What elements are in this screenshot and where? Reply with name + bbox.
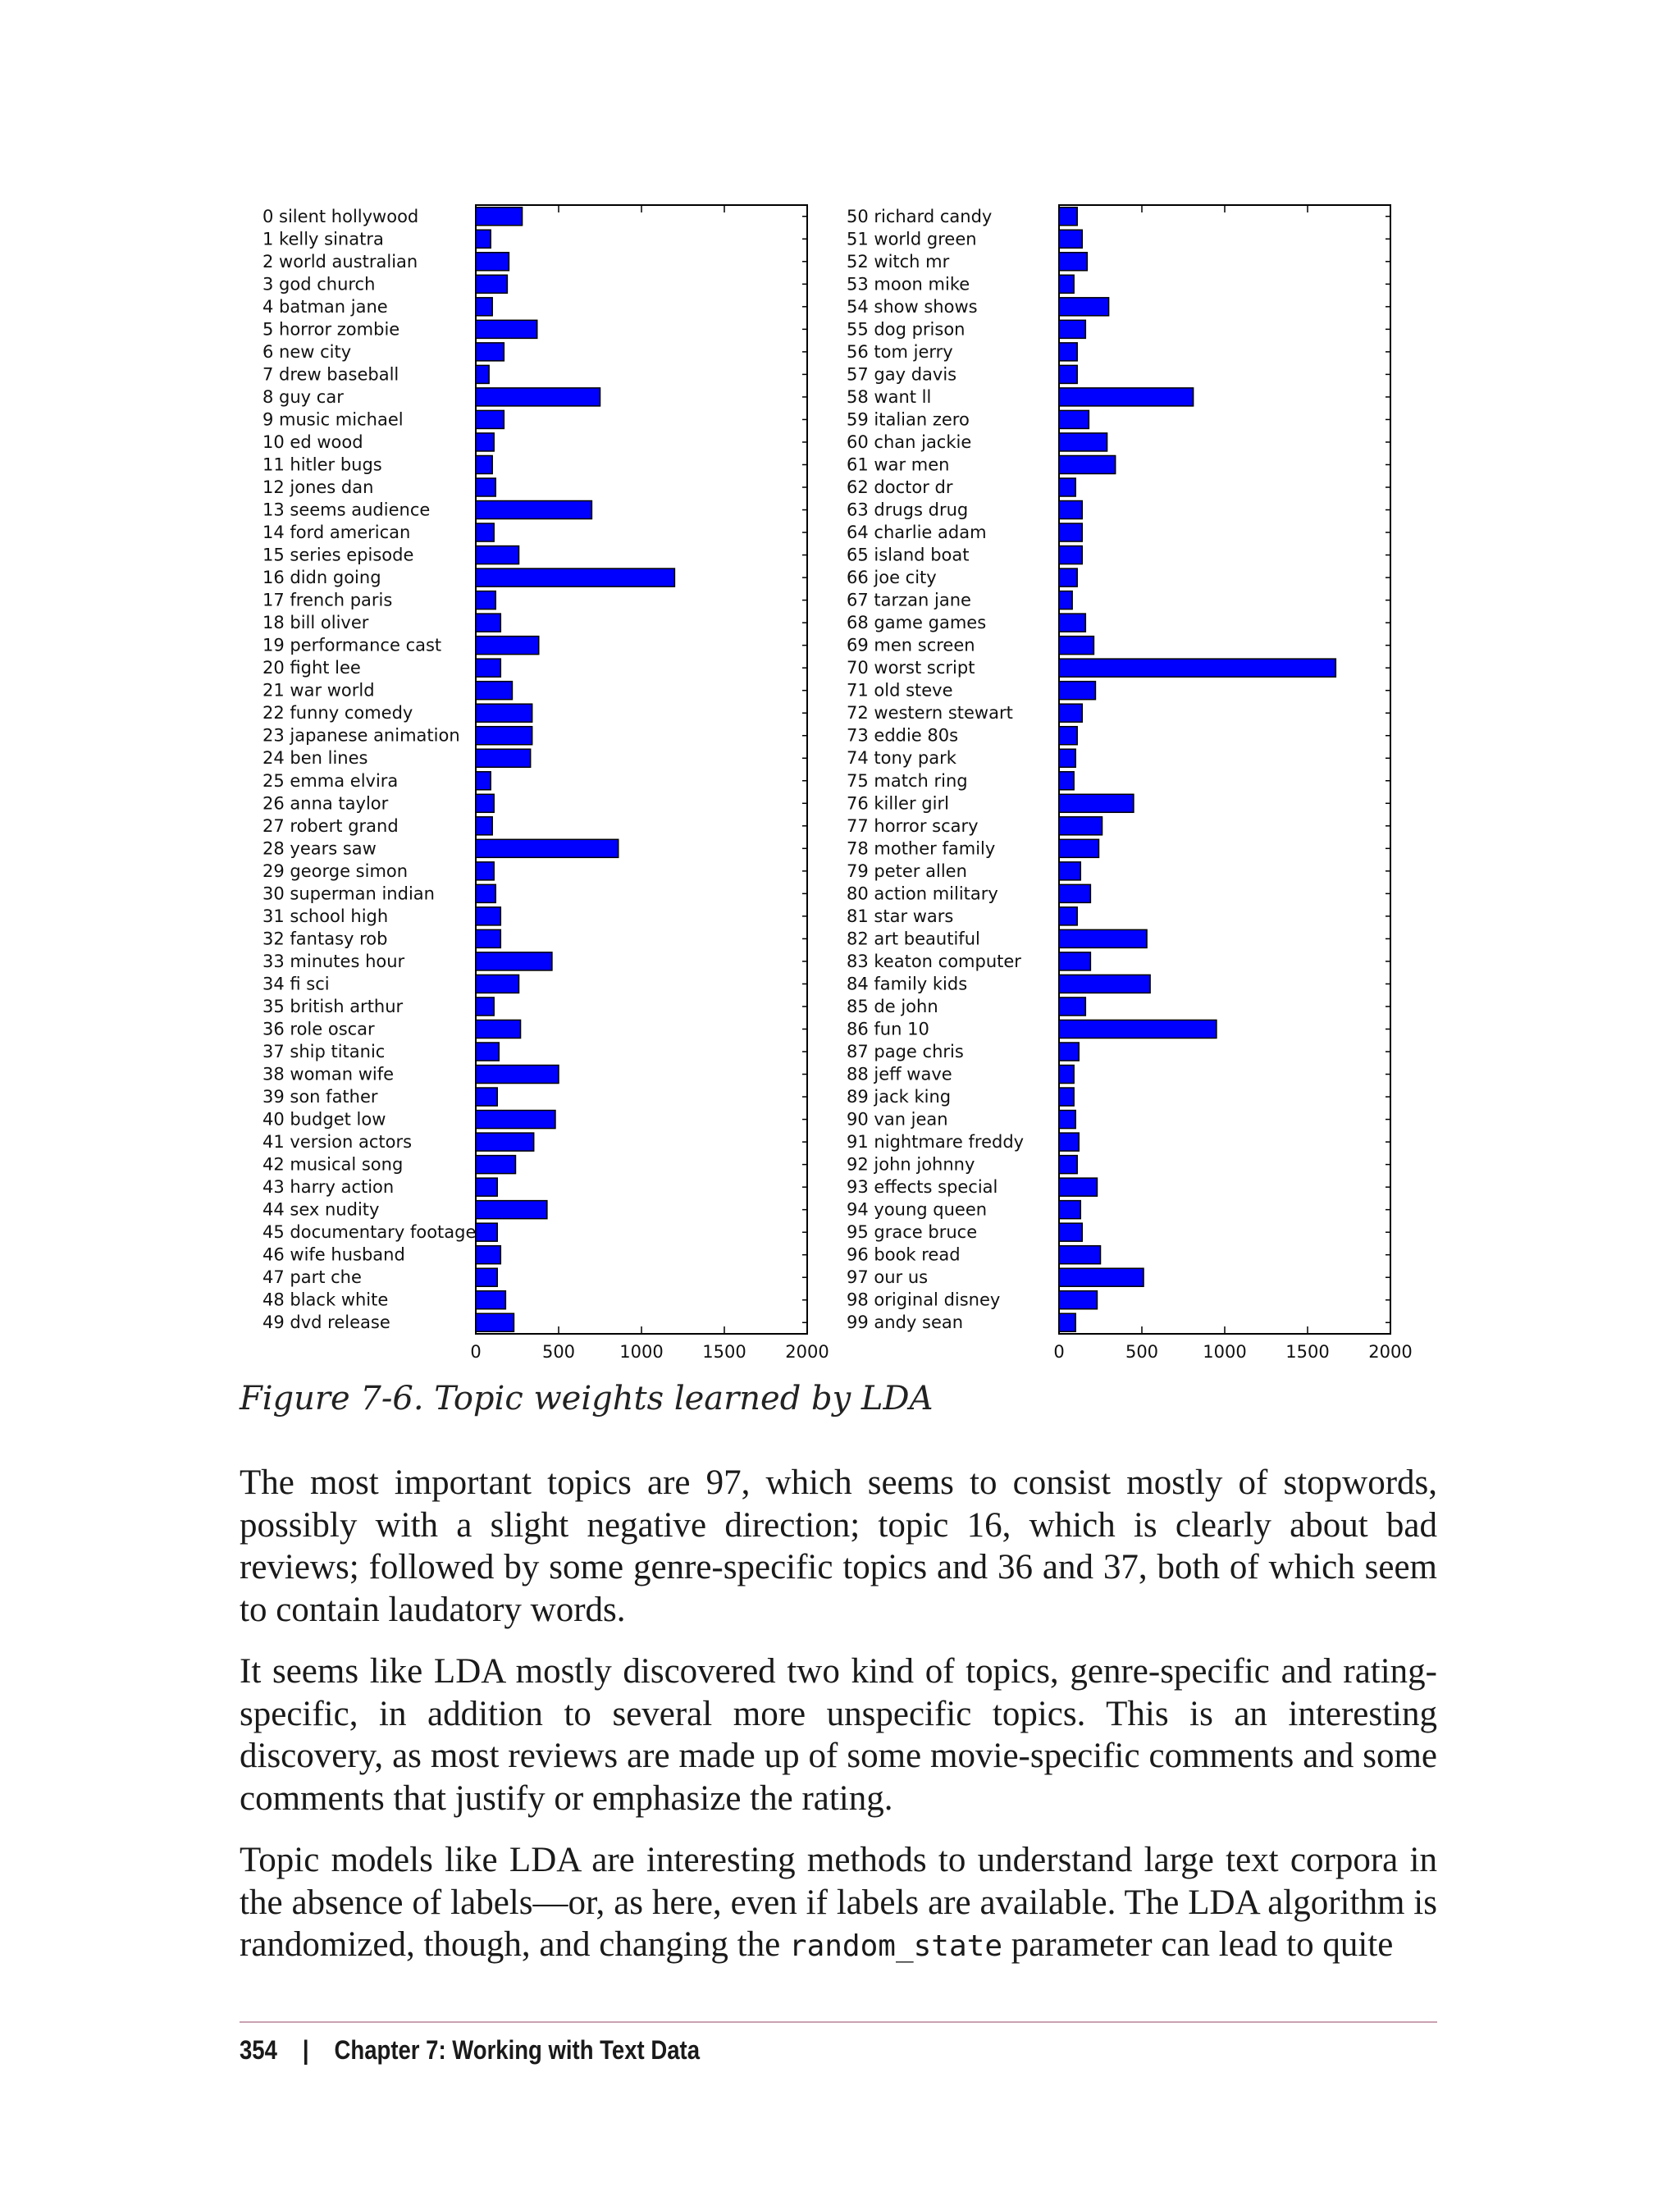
bar (476, 1201, 547, 1219)
category-label: 13 seems audience (262, 500, 431, 520)
bar (476, 433, 494, 451)
bar (1059, 749, 1075, 767)
category-label: 80 action military (847, 883, 998, 904)
bar (476, 568, 674, 587)
bar (1059, 727, 1077, 745)
bar (1059, 1066, 1074, 1084)
category-label: 68 game games (847, 613, 987, 633)
category-label: 84 family kids (847, 974, 968, 994)
category-label: 91 nightmare freddy (847, 1132, 1025, 1153)
bar (476, 659, 500, 677)
category-label: 50 richard candy (847, 206, 993, 226)
category-label: 40 budget low (262, 1109, 386, 1130)
category-label: 93 effects special (847, 1177, 998, 1198)
x-tick-label: 2000 (785, 1342, 829, 1362)
category-label: 92 john johnny (847, 1154, 975, 1175)
category-label: 2 world australian (262, 251, 418, 272)
bar (1059, 682, 1095, 700)
bar (476, 817, 492, 835)
bar (476, 839, 619, 857)
bar (476, 772, 491, 790)
bar (1059, 884, 1090, 902)
plot-area-frame (476, 205, 807, 1334)
category-label: 5 horror zombie (262, 319, 400, 340)
bar (476, 1291, 505, 1309)
x-tick-label: 500 (541, 1342, 576, 1362)
bar (1059, 1313, 1075, 1331)
bar (476, 1043, 499, 1061)
category-label: 53 moon mike (847, 274, 970, 294)
category-label: 74 tony park (847, 748, 956, 769)
category-label: 33 minutes hour (262, 951, 405, 971)
category-label: 64 charlie adam (847, 523, 987, 543)
category-label: 34 fi sci (262, 974, 330, 994)
bar (476, 929, 500, 947)
bar (1059, 410, 1089, 428)
bar (1059, 907, 1077, 925)
category-label: 71 old steve (847, 680, 953, 701)
paragraph-3 (240, 1839, 1437, 1968)
bar (1059, 546, 1082, 564)
category-label: 61 war men (847, 454, 950, 475)
chart-1 (262, 205, 829, 1362)
category-label: 29 george simon (262, 861, 409, 881)
category-label: 72 western stewart (847, 703, 1013, 724)
bar (1059, 1201, 1080, 1219)
bar (476, 253, 509, 271)
bar (476, 275, 507, 293)
bar (1059, 1133, 1079, 1151)
category-label: 67 tarzan jane (847, 590, 971, 610)
category-label: 94 young queen (847, 1199, 988, 1220)
category-label: 63 drugs drug (847, 500, 969, 520)
page-number: 354 (240, 2034, 277, 2065)
category-label: 37 ship titanic (262, 1042, 386, 1061)
bar (476, 1111, 555, 1129)
paragraph-3-text-end: parameter can lead to quite (1002, 1925, 1394, 1964)
bar (476, 1246, 500, 1264)
category-label: 43 harry action (262, 1177, 395, 1198)
category-label: 30 superman indian (262, 883, 435, 904)
category-label: 75 match ring (847, 770, 968, 791)
chapter-title: Chapter 7: Working with Text Data (334, 2034, 701, 2065)
category-label: 69 men screen (847, 635, 975, 655)
category-label: 14 ford american (262, 523, 411, 543)
bar (1059, 455, 1116, 473)
bar (476, 546, 519, 564)
bar (1059, 298, 1109, 316)
category-label: 85 de john (847, 996, 938, 1016)
bar (476, 614, 500, 632)
category-label: 45 documentary footage (262, 1222, 477, 1243)
bar (1059, 388, 1194, 406)
category-label: 36 role oscar (262, 1019, 375, 1039)
bar (476, 523, 494, 541)
bar (476, 388, 600, 406)
category-label: 52 witch mr (847, 251, 950, 272)
bar (1059, 320, 1085, 338)
category-label: 48 black white (262, 1290, 389, 1310)
category-label: 7 drew baseball (262, 364, 399, 385)
category-label: 1 kelly sinatra (262, 229, 384, 249)
bar (1059, 230, 1082, 248)
category-label: 4 batman jane (262, 296, 388, 317)
bar (476, 1268, 497, 1286)
bar (476, 208, 523, 226)
x-tick-label: 1500 (702, 1342, 746, 1362)
category-label: 16 didn going (262, 568, 381, 588)
bar (476, 884, 495, 902)
category-label: 35 british arthur (262, 996, 404, 1016)
category-label: 12 jones dan (262, 477, 374, 497)
category-label: 81 star wars (847, 906, 954, 926)
figure-caption: Figure 7-6. Topic weights learned by LDA (240, 1380, 934, 1418)
category-label: 39 son father (262, 1087, 378, 1107)
category-label: 60 chan jackie (847, 431, 972, 452)
bar (1059, 1291, 1097, 1309)
category-label: 73 eddie 80s (847, 725, 959, 746)
category-label: 41 version actors (262, 1132, 413, 1153)
bar (476, 794, 494, 812)
bar (476, 1066, 559, 1084)
inline-code-random-state: random_state (788, 1929, 1002, 1963)
bar (476, 975, 519, 993)
bar (476, 862, 494, 880)
bar (476, 501, 591, 519)
category-label: 46 wife husband (262, 1244, 405, 1265)
bar (1059, 1178, 1097, 1196)
x-tick-label: 500 (1125, 1342, 1159, 1362)
footer-rule (240, 2021, 1437, 2023)
category-label: 58 want ll (847, 386, 932, 407)
bar (1059, 1156, 1077, 1174)
bar (1059, 433, 1107, 451)
category-label: 42 musical song (262, 1154, 404, 1175)
bar (476, 1223, 497, 1241)
category-label: 22 funny comedy (262, 703, 413, 724)
bar (476, 455, 492, 473)
bar (1059, 772, 1074, 790)
page-footer (240, 2029, 700, 2070)
category-label: 88 jeff wave (847, 1064, 952, 1084)
bar (476, 410, 504, 428)
paragraph-2: It seems like LDA mostly discovered two kind of topics, genre-specific and rating-specific, in addition to several more unspecific topics. This is an interesting discovery, as most reviews are made up of some movie-specific comments and some comments that justify or emphasize the rating. (240, 1652, 1437, 1818)
category-label: 31 school high (262, 906, 389, 926)
footer-separator: | (302, 2034, 309, 2065)
category-label: 95 grace bruce (847, 1222, 978, 1243)
bar (476, 704, 532, 722)
x-tick-label: 0 (470, 1342, 482, 1362)
bar (476, 1088, 497, 1106)
bar (1059, 637, 1093, 655)
bar (1059, 501, 1082, 519)
x-tick-label: 1000 (1203, 1342, 1247, 1362)
category-label: 18 bill oliver (262, 613, 369, 633)
bar (1059, 568, 1077, 587)
category-label: 56 tom jerry (847, 341, 953, 362)
bar (1059, 208, 1077, 226)
bar (476, 682, 512, 700)
bar (1059, 929, 1147, 947)
x-tick-label: 2000 (1368, 1342, 1413, 1362)
bar (1059, 704, 1082, 722)
category-label: 17 french paris (262, 590, 393, 610)
category-label: 77 horror scary (847, 815, 979, 836)
bar (476, 365, 489, 383)
category-label: 55 dog prison (847, 319, 966, 340)
category-label: 19 performance cast (262, 635, 442, 655)
category-label: 23 japanese animation (262, 725, 460, 746)
category-label: 51 world green (847, 229, 977, 249)
bar (1059, 1268, 1144, 1286)
bar (1059, 817, 1102, 835)
bar (476, 998, 494, 1016)
paragraph-3-text-start: Topic models like LDA are interesting methods to understand large text corpora in the absence of labels—or, as here, even if labels are available. The LDA algorithm is randomized, though, and changing the (240, 1841, 1437, 1964)
category-label: 20 fight lee (262, 658, 361, 678)
bar (476, 298, 492, 316)
category-label: 97 our us (847, 1267, 929, 1288)
bar (476, 320, 537, 338)
bar (476, 1156, 515, 1174)
bar (1059, 975, 1150, 993)
category-label: 96 book read (847, 1244, 961, 1265)
category-label: 21 war world (262, 680, 375, 701)
category-label: 90 van jean (847, 1109, 948, 1130)
category-label: 76 killer girl (847, 793, 949, 814)
category-label: 15 series episode (262, 545, 414, 565)
category-label: 99 andy sean (847, 1312, 964, 1333)
bar (476, 478, 495, 496)
bar (1059, 1223, 1082, 1241)
category-label: 26 anna taylor (262, 793, 389, 814)
category-label: 59 italian zero (847, 409, 970, 430)
x-tick-label: 1000 (619, 1342, 664, 1362)
bar (1059, 1246, 1101, 1264)
category-label: 28 years saw (262, 838, 377, 859)
bar (1059, 998, 1085, 1016)
category-label: 10 ed wood (262, 431, 363, 452)
bar (1059, 794, 1134, 812)
bar (1059, 343, 1077, 361)
bar (1059, 1111, 1075, 1129)
category-label: 47 part che (262, 1267, 362, 1288)
category-label: 57 gay davis (847, 364, 957, 385)
category-label: 83 keaton computer (847, 951, 1021, 971)
category-label: 65 island boat (847, 545, 970, 565)
category-label: 49 dvd release (262, 1312, 390, 1333)
bar (476, 1020, 521, 1038)
category-label: 79 peter allen (847, 861, 967, 881)
bar (476, 907, 500, 925)
category-label: 0 silent hollywood (262, 206, 419, 226)
bar (1059, 952, 1090, 970)
category-label: 98 original disney (847, 1290, 1001, 1310)
bar (1059, 523, 1082, 541)
category-label: 87 page chris (847, 1042, 964, 1061)
x-tick-label: 0 (1053, 1342, 1065, 1362)
paragraph-1: The most important topics are 97, which seems to consist mostly of stopwords, possibly with a slight negative direction; topic 16, which is clearly about bad reviews; followed by some genre-specific topics and 36 and 37, both of which seem to contain laudatory words. (240, 1463, 1437, 1629)
category-label: 82 art beautiful (847, 929, 980, 949)
category-label: 44 sex nudity (262, 1199, 380, 1220)
bar (1059, 614, 1085, 632)
category-label: 27 robert grand (262, 815, 399, 836)
bar (476, 1178, 497, 1196)
bar (476, 727, 532, 745)
chart-2 (847, 205, 1413, 1362)
bar (476, 1133, 534, 1151)
bar (1059, 1088, 1074, 1106)
bar (1059, 839, 1098, 857)
bar (1059, 253, 1087, 271)
category-label: 86 fun 10 (847, 1019, 929, 1039)
category-label: 6 new city (262, 341, 352, 362)
bar (476, 749, 531, 767)
bar (476, 1313, 514, 1331)
category-label: 38 woman wife (262, 1064, 395, 1084)
bar (1059, 1020, 1217, 1038)
x-tick-label: 1500 (1285, 1342, 1330, 1362)
bar (1059, 862, 1080, 880)
bar (1059, 591, 1072, 609)
bar (476, 637, 539, 655)
category-label: 78 mother family (847, 838, 996, 859)
category-label: 32 fantasy rob (262, 929, 388, 949)
bar (1059, 275, 1074, 293)
bar (476, 230, 491, 248)
category-label: 62 doctor dr (847, 477, 953, 497)
bar (476, 343, 504, 361)
category-label: 24 ben lines (262, 748, 368, 769)
category-label: 54 show shows (847, 296, 978, 317)
bar (476, 591, 495, 609)
bar (1059, 478, 1075, 496)
bar (1059, 659, 1335, 677)
bar (1059, 365, 1077, 383)
category-label: 89 jack king (847, 1087, 952, 1107)
category-label: 25 emma elvira (262, 770, 399, 791)
bar (1059, 1043, 1079, 1061)
category-label: 9 music michael (262, 409, 404, 430)
category-label: 70 worst script (847, 658, 975, 678)
category-label: 8 guy car (262, 386, 344, 407)
category-label: 66 joe city (847, 568, 937, 588)
category-label: 11 hitler bugs (262, 454, 382, 475)
plot-area-frame (1059, 205, 1390, 1334)
bar (476, 952, 552, 970)
category-label: 3 god church (262, 274, 376, 294)
